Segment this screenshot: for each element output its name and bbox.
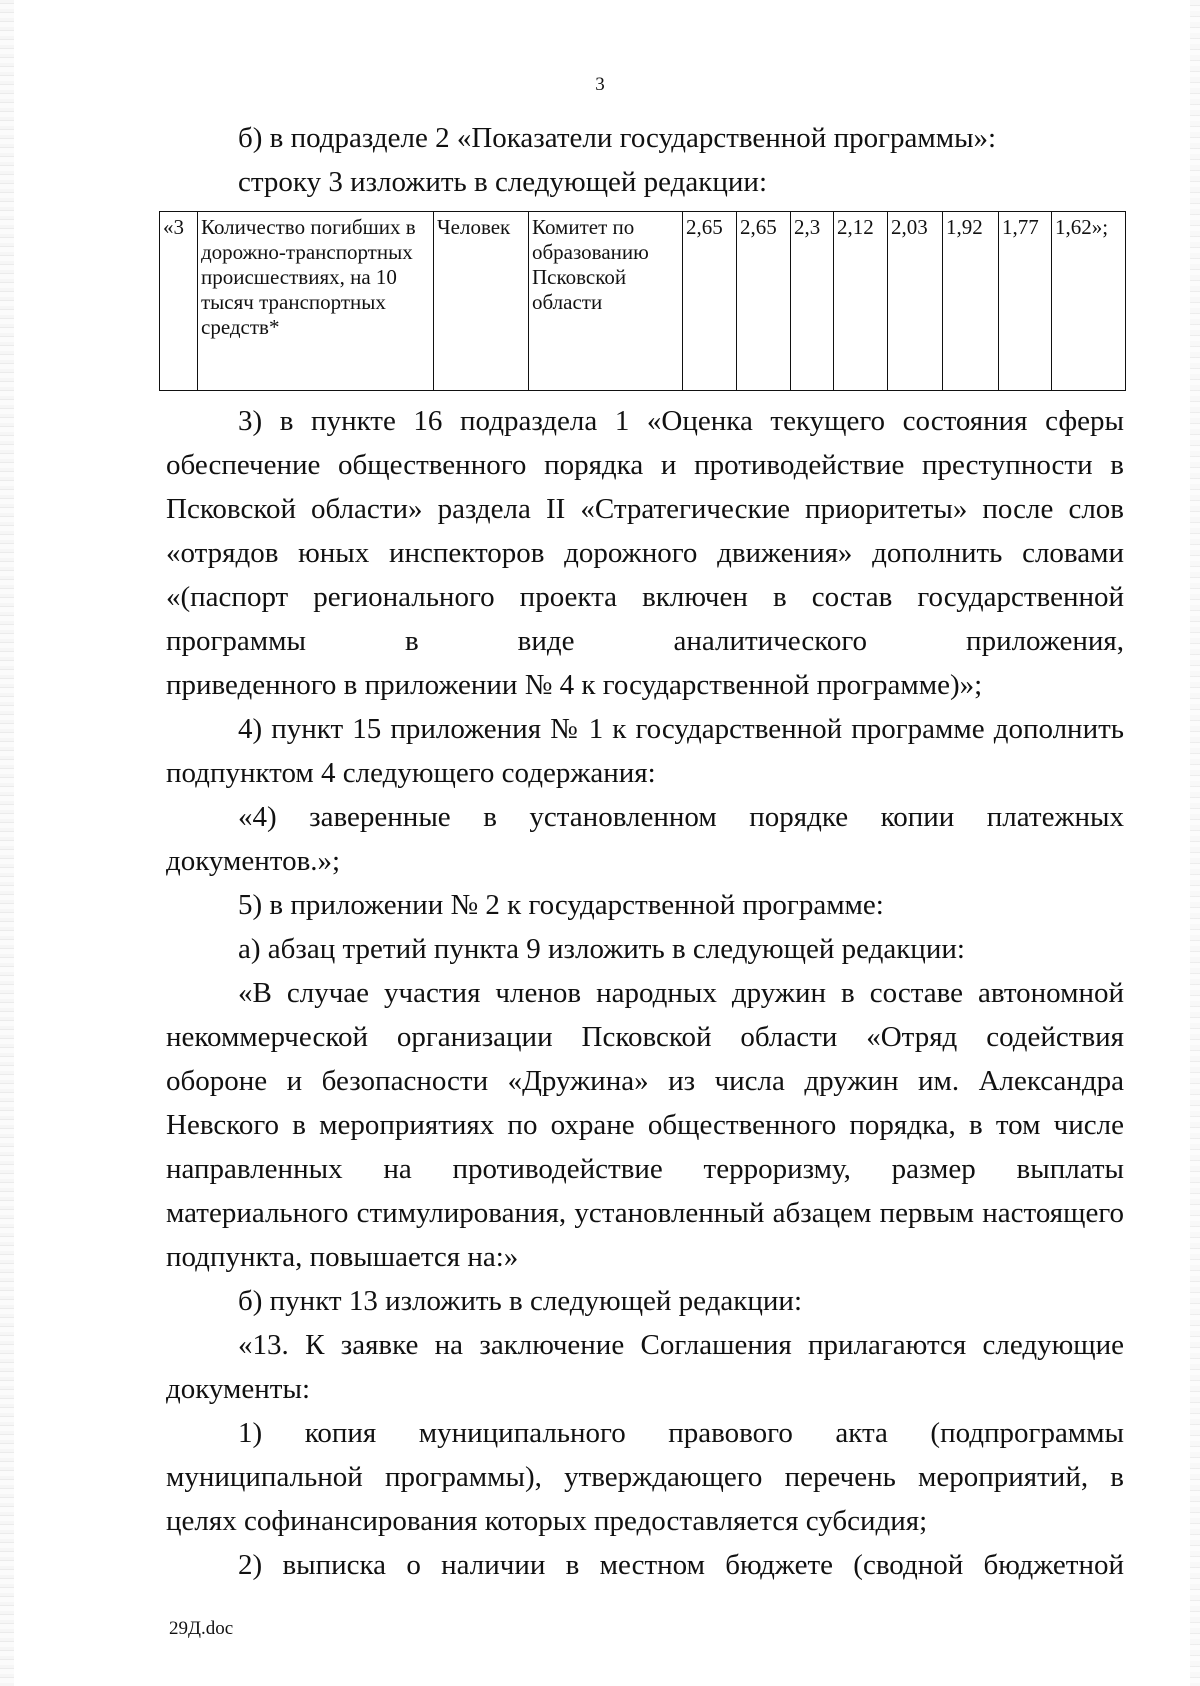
intro-line-2: строку 3 изложить в следующей редакции: bbox=[238, 166, 767, 198]
table-cell-value: 1,77 bbox=[999, 212, 1052, 391]
intro-line-1: б) в подразделе 2 «Показатели государственной программы»: bbox=[238, 122, 997, 154]
paragraph-3-end: приведенного в приложении № 4 к государственной программе)»; bbox=[166, 669, 983, 701]
paragraph-3: 3) в пункте 16 подраздела 1 «Оценка текущего состояния сферы обеспечение общественного порядка и противодействие преступности в Псковской области» раздела II «Стратегические приоритеты» после слов «отрядов юных инспекторов дорожного движения» дополнить словами «(паспорт регионального проекта включен в состав государственной программы в виде аналитического приложения, bbox=[166, 405, 1124, 657]
paragraph-13-item-1: 1) копия муниципального правового акта (подпрограммы муниципальной программы), утверждающего перечень мероприятий, в целях софинансирования которых предоставляется субсидия; bbox=[166, 1417, 1124, 1537]
table-cell-indicator: Количество погибших в дорожно-транспортных происшествиях, на 10 тысяч транспортных средств* bbox=[198, 212, 434, 391]
paragraph-5: 5) в приложении № 2 к государственной программе: bbox=[238, 889, 884, 921]
paragraph-5a-quote: «В случае участия членов народных дружин в составе автономной некоммерческой организации Псковской области «Отряд содействия обороне и безопасности «Дружина» из числа дружин им. Александра Невского в мероприятиях по охране общественного порядка, в том числе направленных на противодействие терроризму, размер выплаты материального стимулирования, установленный абзацем первым настоящего подпункта, повышается на:» bbox=[166, 977, 1124, 1273]
footer-filename: 29Д.doc bbox=[169, 1618, 234, 1639]
paragraph-13-item-2: 2) выписка о наличии в местном бюджете (сводной бюджетной bbox=[238, 1549, 1124, 1581]
table-cell-value: 2,65 bbox=[737, 212, 791, 391]
paragraph-5b: б) пункт 13 изложить в следующей редакции: bbox=[238, 1285, 802, 1317]
table-cell-value: 2,03 bbox=[888, 212, 943, 391]
scan-edge-right bbox=[1190, 0, 1200, 1686]
table-row bbox=[160, 212, 1126, 391]
indicator-table bbox=[159, 211, 1126, 391]
table-cell-value: 1,62»; bbox=[1052, 212, 1126, 391]
table-cell-value: 1,92 bbox=[943, 212, 999, 391]
table-cell-unit: Человек bbox=[434, 212, 529, 391]
table-cell-value: 2,3 bbox=[791, 212, 834, 391]
paragraph-4-quote: «4) заверенные в установленном порядке копии платежных документов.»; bbox=[166, 801, 1124, 877]
table-cell-value: 2,65 bbox=[683, 212, 737, 391]
paragraph-4: 4) пункт 15 приложения № 1 к государственной программе дополнить подпунктом 4 следующего содержания: bbox=[166, 713, 1124, 789]
scan-edge-left bbox=[0, 0, 14, 1686]
paragraph-13: «13. К заявке на заключение Соглашения прилагаются следующие документы: bbox=[166, 1329, 1124, 1405]
table-cell-number: «3 bbox=[160, 212, 198, 391]
paragraph-5a: а) абзац третий пункта 9 изложить в следующей редакции: bbox=[238, 933, 965, 965]
page-number: 3 bbox=[595, 74, 605, 95]
table-cell-executor: Комитет по образованию Псковской области bbox=[529, 212, 683, 391]
table-cell-value: 2,12 bbox=[834, 212, 888, 391]
